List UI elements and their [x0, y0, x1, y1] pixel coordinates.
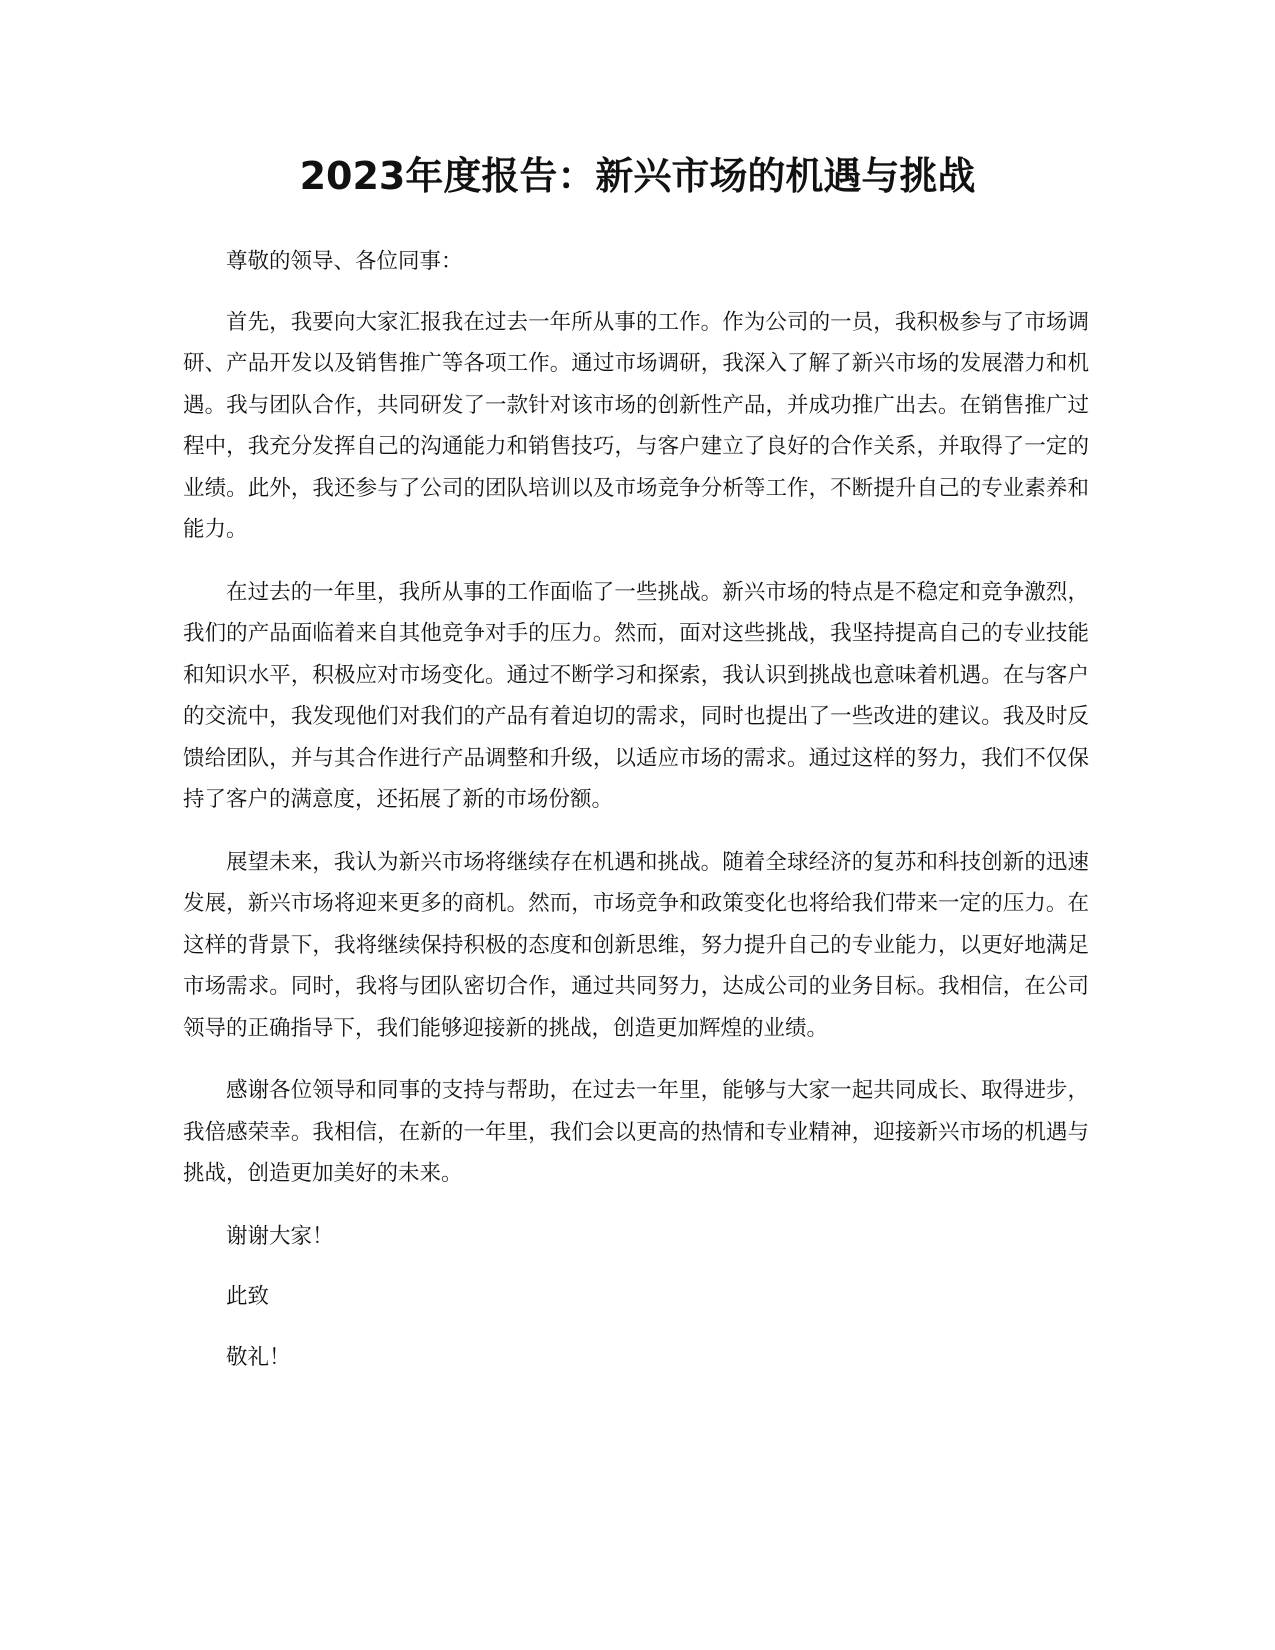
closing-line-2: 敬礼！ — [226, 1344, 291, 1370]
paragraph-4: 感谢各位领导和同事的支持与帮助，在过去一年里，能够与大家一起共同成长、取得进步，我倍感荣幸。我相信，在新的一年里，我们会以更高的热情和专业精神，迎接新兴市场的机遇与挑战，创造更加美好的未来。 — [183, 1078, 1089, 1186]
paragraph-3: 展望未来，我认为新兴市场将继续存在机遇和挑战。随着全球经济的复苏和科技创新的迅速发展，新兴市场将迎来更多的商机。然而，市场竞争和政策变化也将给我们带来一定的压力。在这样的背景下，我将继续保持积极的态度和创新思维，努力提升自己的专业能力，以更好地满足市场需求。同时，我将与团队密切合作，通过共同努力，达成公司的业务目标。我相信，在公司领导的正确指导下，我们能够迎接新的挑战，创造更加辉煌的业绩。 — [183, 849, 1089, 1041]
document-title: 2023年度报告：新兴市场的机遇与挑战 — [299, 154, 976, 198]
paragraph-1: 首先，我要向大家汇报我在过去一年所从事的工作。作为公司的一员，我积极参与了市场调研、产品开发以及销售推广等各项工作。通过市场调研，我深入了解了新兴市场的发展潜力和机遇。我与团队合作，共同研发了一款针对该市场的创新性产品，并成功推广出去。在销售推广过程中，我充分发挥自己的沟通能力和销售技巧，与客户建立了良好的合作关系，并取得了一定的业绩。此外，我还参与了公司的团队培训以及市场竞争分析等工作，不断提升自己的专业素养和能力。 — [183, 309, 1089, 542]
document-body — [183, 241, 1089, 1397]
closing-line-1: 此致 — [226, 1284, 270, 1309]
salutation: 尊敬的领导、各位同事： — [226, 249, 463, 274]
paragraph-2: 在过去的一年里，我所从事的工作面临了一些挑战。新兴市场的特点是不稳定和竞争激烈，我们的产品面临着来自其他竞争对手的压力。然而，面对这些挑战，我坚持提高自己的专业技能和知识水平，积极应对市场变化。通过不断学习和探索，我认识到挑战也意味着机遇。在与客户的交流中，我发现他们对我们的产品有着迫切的需求，同时也提出了一些改进的建议。我及时反馈给团队，并与其合作进行产品调整和升级，以适应市场的需求。通过这样的努力，我们不仅保持了客户的满意度，还拓展了新的市场份额。 — [183, 579, 1089, 812]
closing-thanks: 谢谢大家！ — [226, 1223, 334, 1249]
